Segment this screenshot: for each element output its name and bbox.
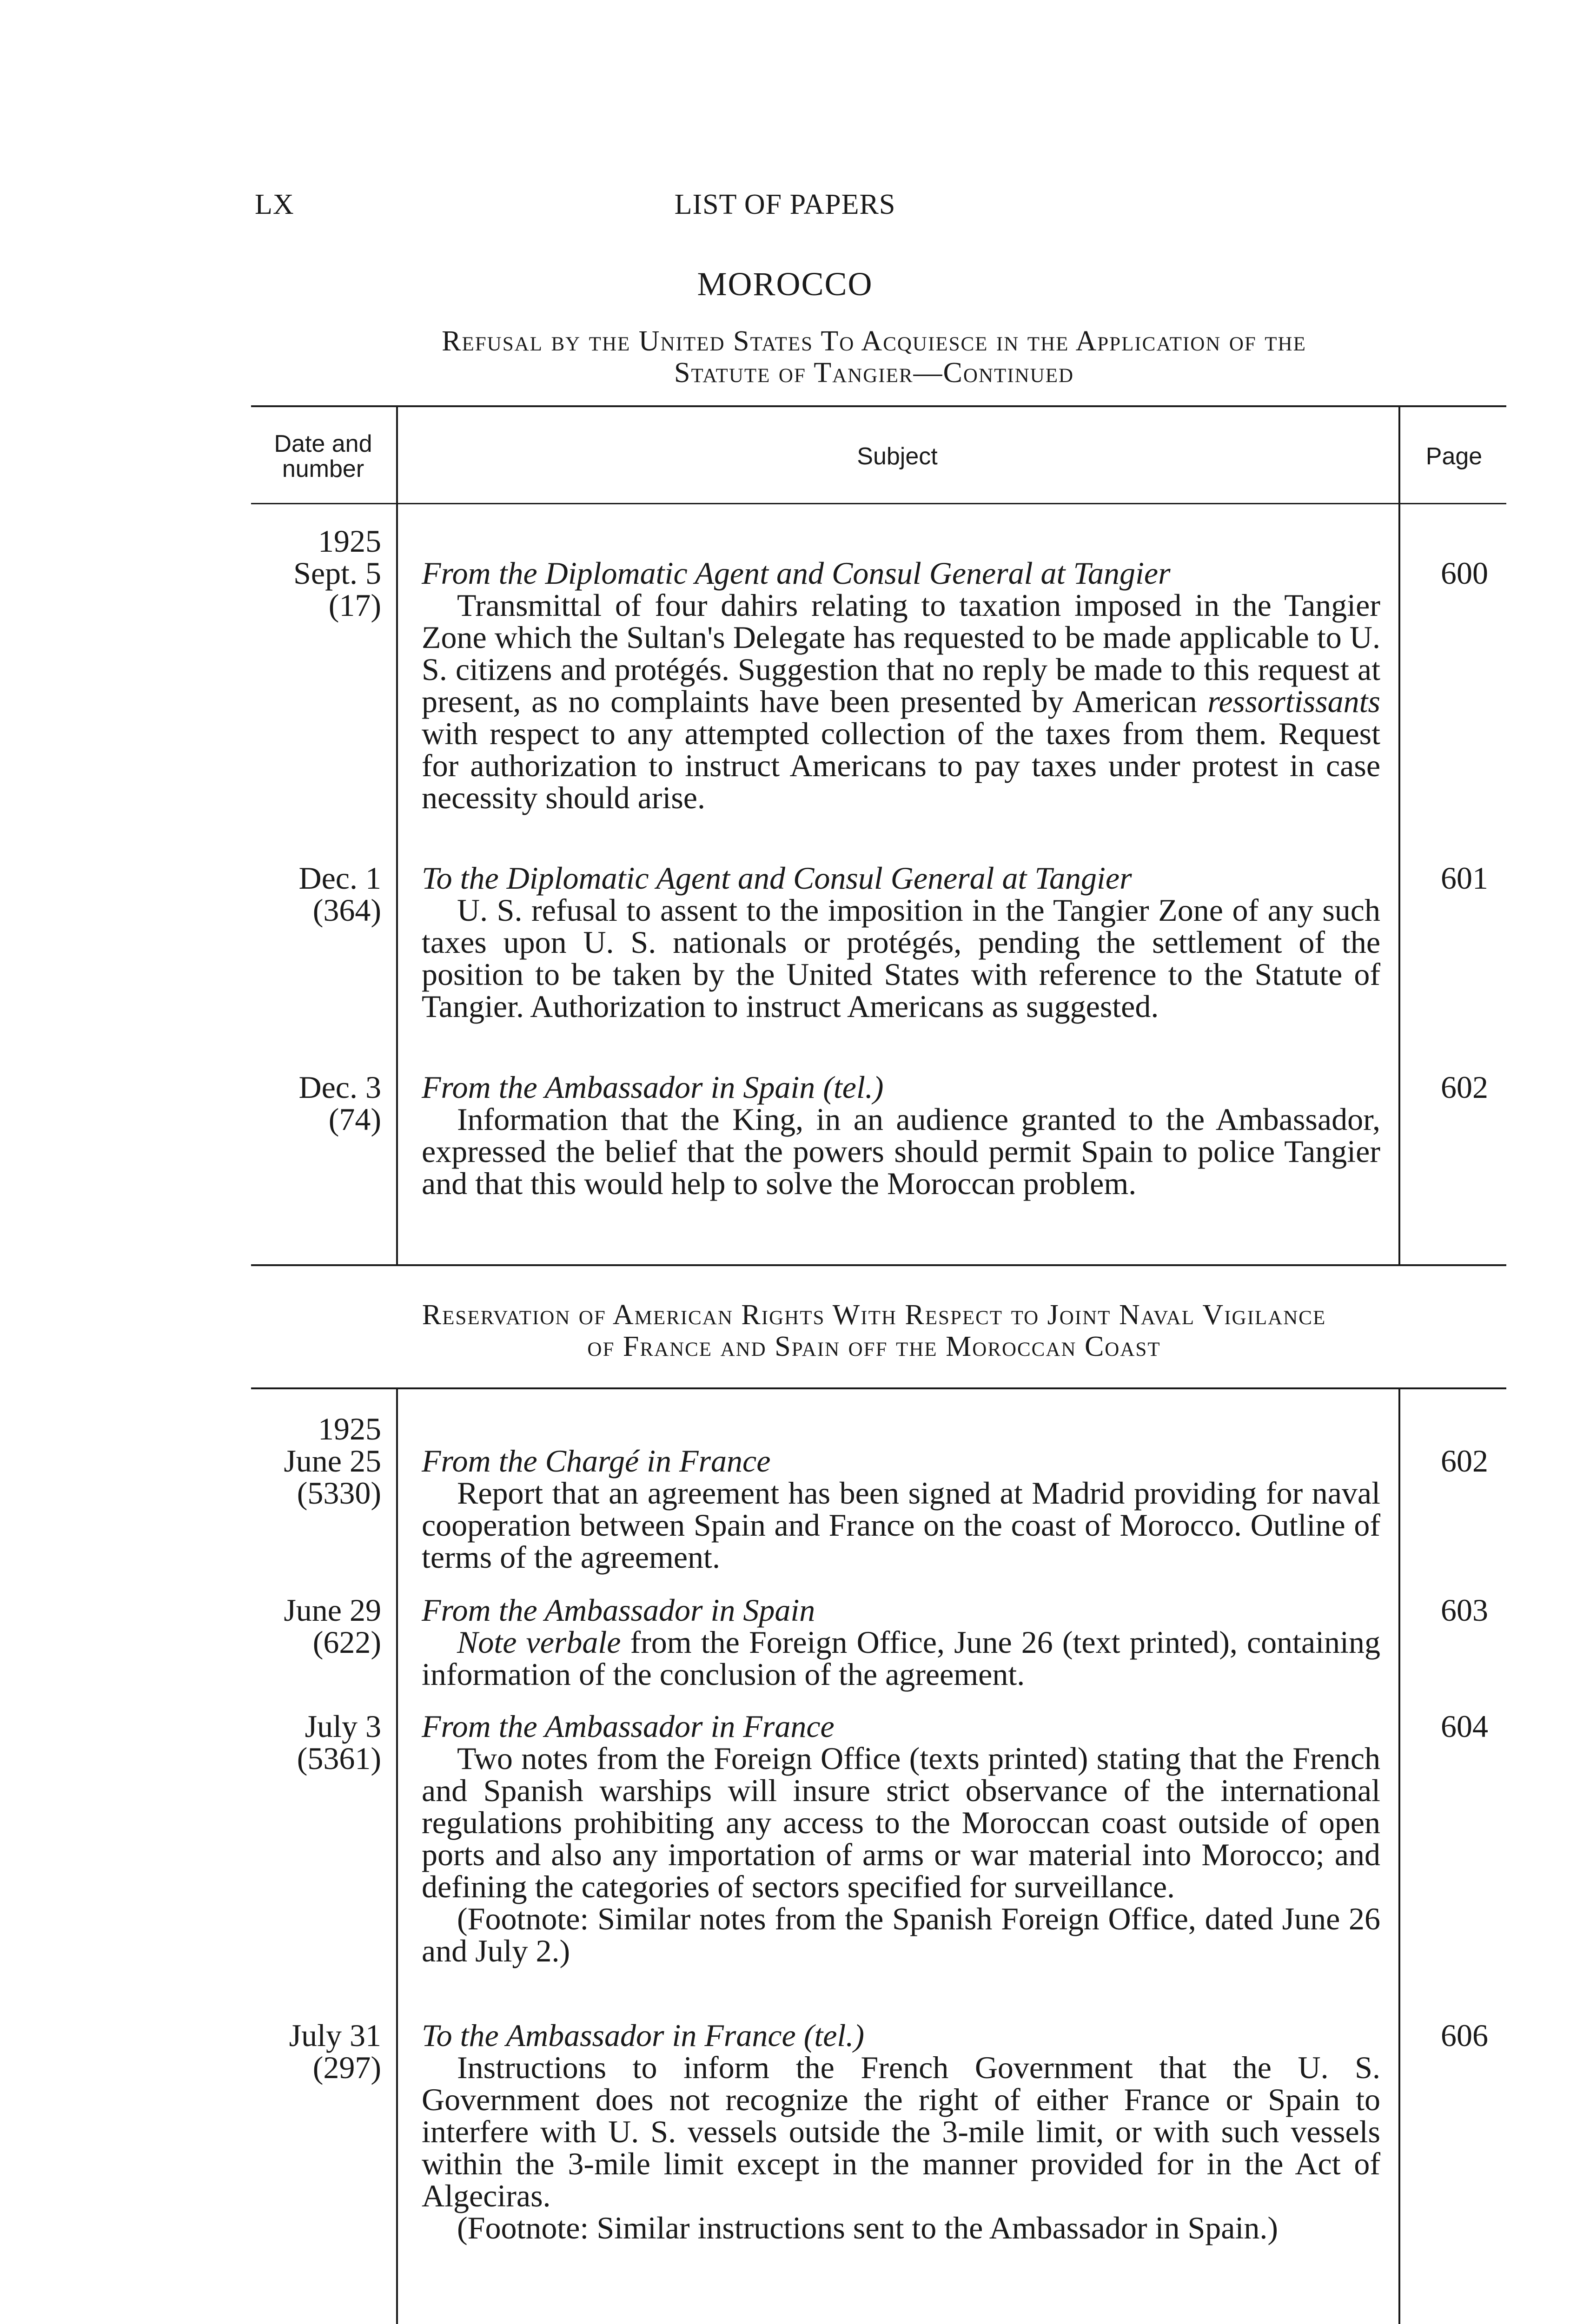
entry-page: 601 xyxy=(1441,860,1488,896)
date-column-header: Date and number xyxy=(274,430,372,482)
section-title-line: Reservation of American Rights With Respect to Joint Naval Vigilance xyxy=(422,1299,1326,1331)
page-number: LX xyxy=(255,189,294,220)
running-title: LIST OF PAPERS xyxy=(674,189,896,220)
entry-subject xyxy=(422,2020,1380,2244)
table-header-rule xyxy=(251,503,1506,504)
entry-heading: From the Diplomatic Agent and Consul General at Tangier xyxy=(422,555,1171,591)
column-divider xyxy=(1398,407,1400,1264)
entry-heading: From the Ambassador in France xyxy=(422,1709,835,1744)
entry-page: 602 xyxy=(1441,1070,1488,1105)
entry-heading: To the Ambassador in France (tel.) xyxy=(422,2018,864,2053)
entry-heading: From the Chargé in France xyxy=(422,1443,771,1479)
entry-date: June 29 (622) xyxy=(284,1592,381,1660)
entry-footnote: (Footnote: Similar instructions sent to the Ambassador in Spain.) xyxy=(457,2210,1278,2245)
entry-subject xyxy=(422,1594,1380,1690)
entry-heading: From the Ambassador in Spain (tel.) xyxy=(422,1070,884,1105)
table-top-rule xyxy=(251,405,1506,407)
entry-subject xyxy=(422,1710,1380,1967)
column-divider xyxy=(396,407,398,1264)
entry-subject xyxy=(422,1445,1380,1573)
subject-column-header: Subject xyxy=(857,443,938,470)
entry-subject xyxy=(422,557,1380,814)
entry-body: Note verbale from the Foreign Office, June 26 (text printed), containing information of the conclusion of the agreement. xyxy=(422,1624,1380,1692)
table-bottom-rule xyxy=(251,1264,1506,1266)
page-column-header: Page xyxy=(1425,443,1483,470)
entry-page: 604 xyxy=(1441,1709,1488,1744)
section-title-line: Refusal by the United States To Acquiesce in the Application of the xyxy=(442,325,1306,357)
section-title-line: Statute of Tangier—Continued xyxy=(674,357,1074,389)
entry-body: Two notes from the Foreign Office (texts printed) stating that the French and Spanish warships will insure strict observance of the international regulations prohibiting any access to the Moroccan coast outside of open ports and also any importation of arms or war material into Morocco; and defining the categories of sectors specified for surveillance. xyxy=(422,1741,1380,1904)
entry-body: Information that the King, in an audience granted to the Ambassador, expressed the belief that the powers should permit Spain to police Tangier and that this would help to solve the Moroccan problem. xyxy=(422,1102,1380,1201)
entry-date: Dec. 3 (74) xyxy=(298,1070,381,1137)
entry-body: Report that an agreement has been signed at Madrid providing for naval cooperation between Spain and France on the coast of Morocco. Outline of terms of the agreement. xyxy=(422,1475,1380,1575)
entry-date: 1925 June 25 (5330) xyxy=(284,1411,381,1511)
column-divider xyxy=(1398,1389,1400,2324)
section-title xyxy=(242,1299,1506,1362)
entry-page: 602 xyxy=(1441,1443,1488,1479)
entry-body: Instructions to inform the French Government that the U. S. Government does not recognize the right of either France or Spain to interfere with U. S. vessels outside the 3-mile limit, or with such vessels within the 3-mile limit except in the manner provided for in the Act of Algeciras. xyxy=(422,2050,1380,2213)
entry-page: 600 xyxy=(1441,555,1488,591)
entry-body: U. S. refusal to assent to the imposition in the Tangier Zone of any such taxes upon U. S. nationals or protégés, pending the settlement of the position to be taken by the United States with reference to the Statute of Tangier. Authorization to instruct Americans as suggested. xyxy=(422,892,1380,1024)
entry-date: July 3 (5361) xyxy=(297,1709,381,1776)
entry-heading: From the Ambassador in Spain xyxy=(422,1592,815,1628)
entry-body: Transmittal of four dahirs relating to taxation imposed in the Tangier Zone which the Sultan's Delegate has requested to be made applicable to U. S. citizens and protégés. Suggestion that no reply be made to this request at present, as no complaints have been presented by American ressortissants with respect to any attempted collection of the taxes from them. Request for authorization to instruct Americans to pay taxes under protest in case necessity should arise. xyxy=(422,588,1380,815)
entry-subject xyxy=(422,1071,1380,1200)
entry-page: 603 xyxy=(1441,1592,1488,1628)
column-divider xyxy=(396,1389,398,2324)
entry-footnote: (Footnote: Similar notes from the Spanish Foreign Office, dated June 26 and July 2.) xyxy=(422,1901,1380,1968)
entry-date: Dec. 1 (364) xyxy=(298,860,381,928)
entry-heading: To the Diplomatic Agent and Consul General at Tangier xyxy=(422,860,1132,896)
entry-date: 1925 Sept. 5 (17) xyxy=(293,523,381,623)
section-title xyxy=(242,325,1506,389)
entry-date: July 31 (297) xyxy=(289,2018,381,2085)
section-title-line: of France and Spain off the Moroccan Coast xyxy=(587,1331,1161,1362)
entry-subject xyxy=(422,862,1380,1023)
entry-page: 606 xyxy=(1441,2018,1488,2053)
table-top-rule xyxy=(251,1387,1506,1389)
country-heading: MOROCCO xyxy=(697,265,873,303)
